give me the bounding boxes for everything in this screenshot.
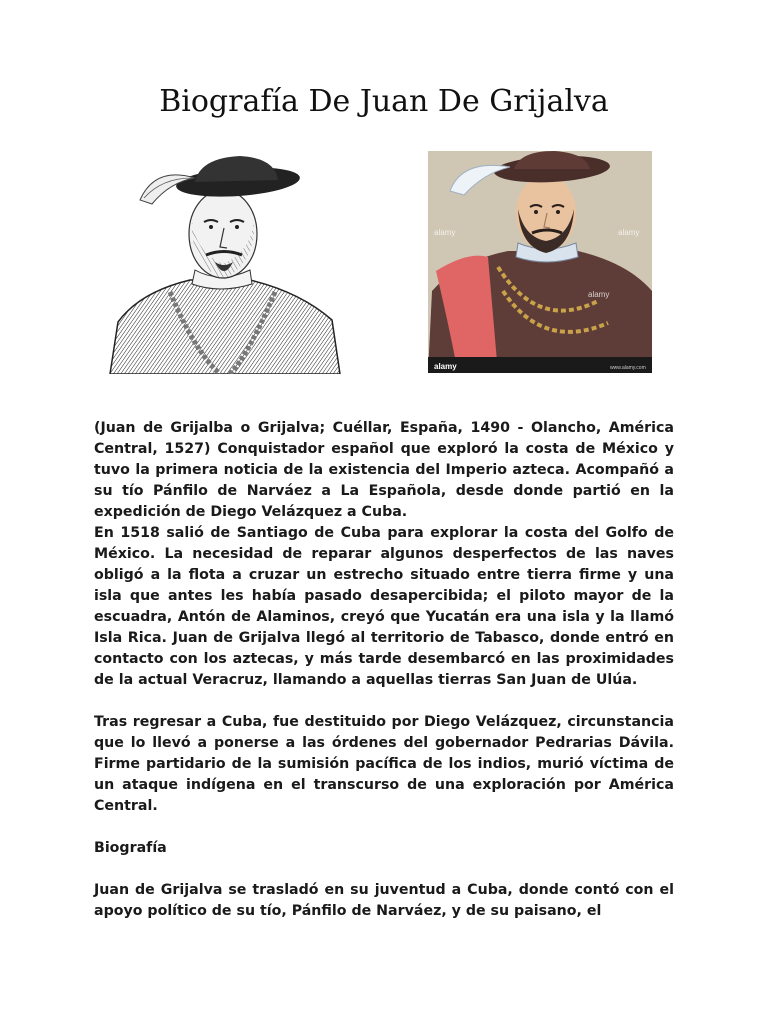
document-body <box>94 418 674 922</box>
paragraph-intro: (Juan de Grijalba o Grijalva; Cuéllar, España, 1490 - Olancho, América Central, 1527) Conquistador español que exploró la costa de México y tuvo la primera noticia de la existencia del Imperio azteca. Acompañó a su tío Pánfilo de Narváez a La Española, desde donde partió en la expedición de Diego Velázquez a Cuba. <box>94 420 674 520</box>
paragraph-return: Tras regresar a Cuba, fue destituido por Diego Velázquez, circunstancia que lo llevó a ponerse a las órdenes del gobernador Pedrarias Dávila. Firme partidario de la sumisión pacífica de los indios, murió víctima de un ataque indígena en el transcurso de una exploración por América Central. <box>94 714 674 814</box>
document-title: Biografía De Juan De Grijalva <box>159 84 609 119</box>
section-heading-biografia: Biografía <box>94 840 167 856</box>
color-portrait-image <box>428 151 652 373</box>
engraved-portrait-image <box>100 152 344 374</box>
watermark-text-right: alamy <box>618 228 640 237</box>
alamy-site: www.alamy.com <box>610 365 646 371</box>
alamy-logo: alamy <box>434 362 457 371</box>
paragraph-biografia: Juan de Grijalva se trasladó en su juventud a Cuba, donde contó con el apoyo político de su tío, Pánfilo de Narváez, y de su paisano, el <box>94 882 674 919</box>
watermark-text-center: alamy <box>588 290 610 299</box>
paragraph-expedition: En 1518 salió de Santiago de Cuba para explorar la costa del Golfo de México. La necesidad de reparar algunos desperfectos de las naves obligó a la flota a cruzar un estrecho situado entre tierra firme y una isla que antes les había pasado desapercibida; el piloto mayor de la escuadra, Antón de Alaminos, creyó que Yucatán era una isla y la llamó Isla Rica. Juan de Grijalva llegó al territorio de Tabasco, donde entró en contacto con los aztecas, y más tarde desembarcó en las proximidades de la actual Veracruz, llamando a aquellas tierras San Juan de Ulúa. <box>94 525 674 688</box>
watermark-text-left: alamy <box>434 228 456 237</box>
